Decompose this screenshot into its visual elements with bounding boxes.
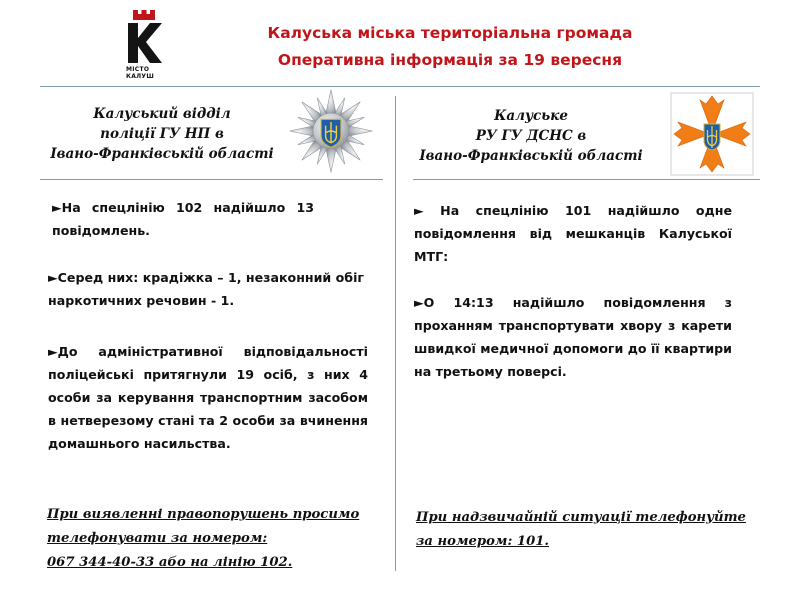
logo-caption-line1: МІСТО (126, 66, 150, 73)
dsns-contact-line1: При надзвичайній ситуації телефонуйте (416, 510, 746, 525)
dsns-org-line1: Калуське (494, 108, 568, 124)
page-title: Калуська міська територіальна громада (267, 24, 633, 42)
dsns-cross-icon (670, 92, 754, 176)
police-contact-note (47, 503, 377, 575)
crown-icon (133, 10, 155, 20)
dsns-org-line2: РУ ГУ ДСНС в (475, 128, 587, 144)
police-contact-line1: При виявленні правопорушень просимо (47, 507, 360, 522)
dsns-calls-text: ► На спецлінію 101 надійшло одне повідомлення від мешканців Калуської МТГ: (414, 203, 732, 264)
police-org-line3: Івано-Франківській області (50, 146, 274, 162)
page-subtitle: Оперативна інформація за 19 вересня (277, 51, 623, 69)
police-contact-phone: 067 344-40-33 або на лінію 102. (47, 555, 293, 570)
dsns-contact-line2: за номером: 101. (416, 534, 550, 549)
right-org-divider (413, 179, 760, 180)
police-incidents-text: ►Серед них: крадіжка – 1, незаконний обіг наркотичних речовин - 1. (48, 270, 364, 308)
dsns-org-line3: Івано-Франківській області (419, 148, 643, 164)
column-divider (395, 96, 396, 571)
header-divider (40, 86, 760, 87)
logo-caption-line2: КАЛУШ (126, 73, 155, 80)
police-org-line1: Калуський відділ (93, 106, 231, 122)
police-org-name (42, 104, 282, 164)
logo-caption (126, 66, 166, 80)
police-contact-line2: телефонувати за номером: (47, 531, 268, 546)
dsns-contact-note (416, 506, 756, 554)
police-admin-text: ►До адміністративної відповідальності поліцейські притягнули 19 осіб, з них 4 особи за керування транспортним засобом в нетверезому стані та 2 особи за вчинення домашнього насильства. (48, 344, 368, 451)
police-star-icon (286, 86, 376, 176)
kalush-logo (126, 10, 166, 82)
police-calls-text: ►На спецлінію 102 надійшло 13 повідомлень. (52, 200, 314, 238)
police-org-line2: поліції ГУ НП в (100, 126, 224, 142)
left-org-divider (40, 179, 383, 180)
dsns-org-name (400, 106, 662, 166)
logo-letter-k (128, 23, 162, 63)
dsns-incident-text: ►О 14:13 надійшло повідомлення з проханням транспортувати хвору з карети швидкої медичної допомоги до її квартири на третьому поверсі. (414, 295, 732, 379)
